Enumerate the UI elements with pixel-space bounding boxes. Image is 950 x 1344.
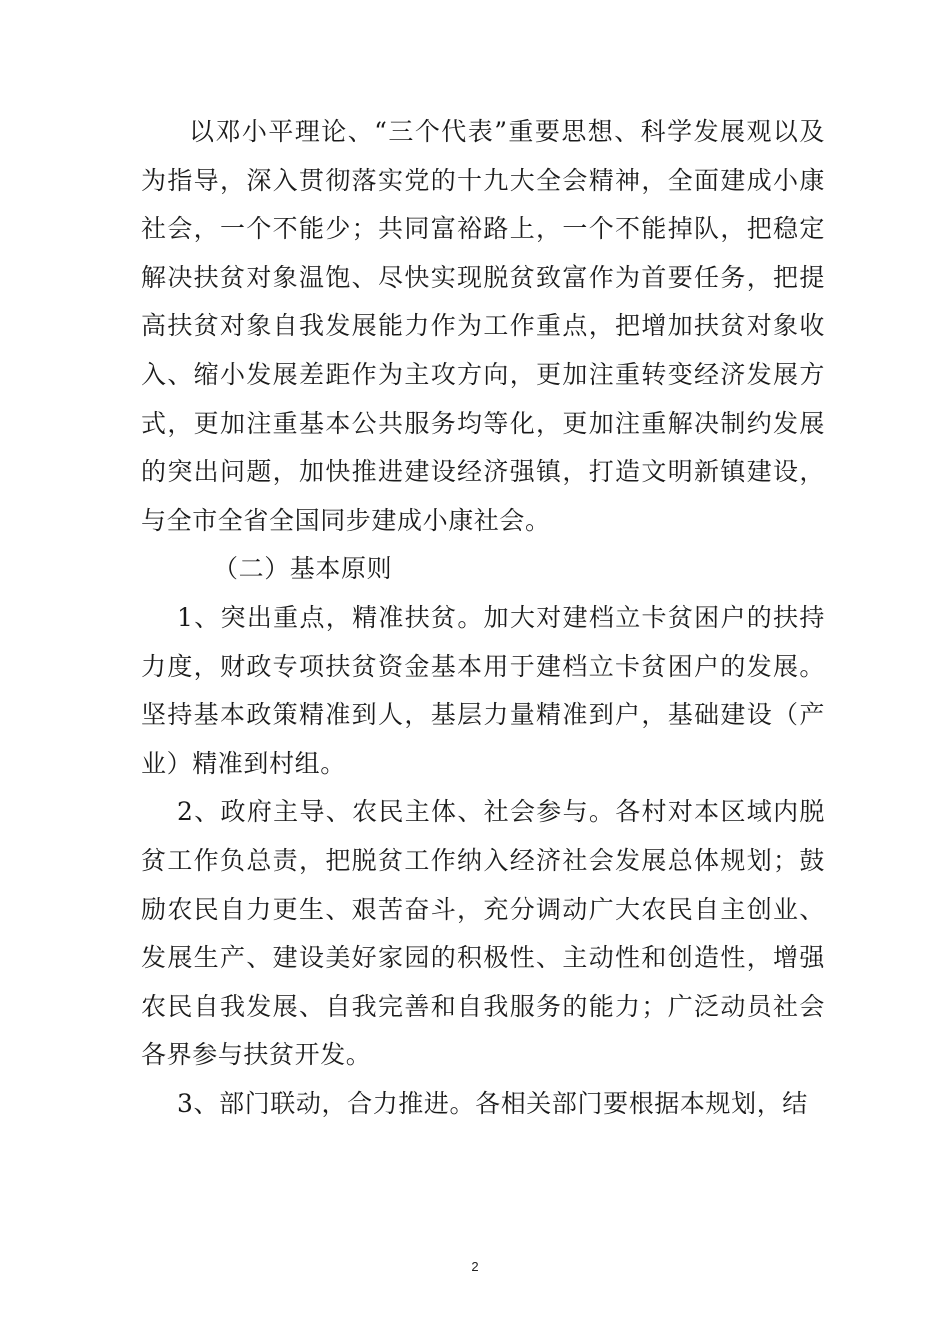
- paragraph-principle-3: 3、部门联动，合力推进。各相关部门要根据本规划，结: [177, 1088, 808, 1118]
- paragraph-principle-1: 1、突出重点，精准扶贫。加大对建档立卡贫困户的扶持力度，财政专项扶贫资金基本用于建档立卡贫困户的发展。坚持基本政策精准到人，基层力量精准到户，基础建设（产业）精准到村组。: [141, 602, 825, 778]
- section-heading-basic-principles: （二）基本原则: [213, 554, 393, 584]
- paragraph-principle-2: 2、政府主导、农民主体、社会参与。各村对本区域内脱贫工作负总责，把脱贫工作纳入经济社会发展总体规划；鼓励农民自力更生、艰苦奋斗，充分调动广大农民自主创业、发展生产、建设美好家园的积极性、主动性和创造性，增强农民自我发展、自我完善和自我服务的能力；广泛动员社会各界参与扶贫开发。: [141, 797, 825, 1070]
- page-number: 2: [471, 1259, 479, 1274]
- document-page: [141, 108, 825, 1128]
- paragraph-guiding-ideology: 以邓小平理论、“三个代表”重要思想、科学发展观以及为指导，深入贯彻落实党的十九大全会精神，全面建成小康社会，一个不能少；共同富裕路上，一个不能掉队，把稳定解决扶贫对象温饱、尽快实现脱贫致富作为首要任务，把提高扶贫对象自我发展能力作为工作重点，把增加扶贫对象收入、缩小发展差距作为主攻方向，更加注重转变经济发展方式，更加注重基本公共服务均等化，更加注重解决制约发展的突出问题，加快推进建设经济强镇，打造文明新镇建设，与全市全省全国同步建成小康社会。: [141, 117, 825, 535]
